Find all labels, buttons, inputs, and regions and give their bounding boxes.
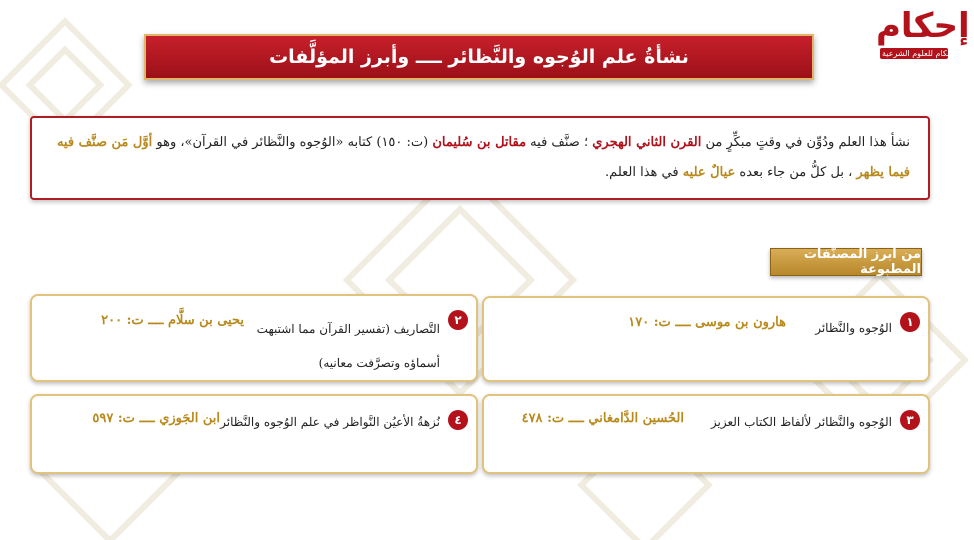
book-number-badge: ٣	[900, 410, 920, 430]
death-year: ت: ٥٩٧	[92, 411, 135, 426]
book-author	[522, 411, 684, 426]
book-number-badge: ١	[900, 312, 920, 332]
book-title: الوُجوه والنَّظائر	[815, 321, 892, 335]
book-card-1	[482, 296, 930, 382]
book-title: نُزهةُ الأعيُن النَّواظر في علم الوُجوه والنَّظائر	[220, 415, 440, 429]
book-number-badge: ٤	[448, 410, 468, 430]
intro-first: أوَّل مَن صنَّف فيه فيما يظهر	[56, 135, 910, 180]
book-title: الوُجوه والنَّظائر لألفاظ الكتاب العزيز	[710, 415, 892, 429]
book-author	[92, 411, 220, 426]
intro-text-1: نشأ هذا العلم ودُوِّن في وقتٍ مبكِّرٍ من	[701, 135, 910, 150]
dash: ــــ	[568, 411, 584, 426]
author-name: يحيى بن سلَّام	[167, 313, 244, 328]
book-card-2	[30, 294, 478, 382]
book-card-4	[30, 394, 478, 474]
dash: ــــ	[675, 315, 691, 330]
dash: ــــ	[139, 411, 155, 426]
intro-text-3: (ت: ١٥٠) كتابه «الوُجوه والنَّظائر في القرآن»، وهو	[152, 135, 433, 150]
author-name: هارون بن موسى	[695, 315, 786, 330]
intro-century: القرن الثاني الهجري	[592, 135, 702, 150]
death-year: ت: ١٧٠	[628, 315, 671, 330]
book-author	[101, 313, 244, 328]
section-label	[770, 248, 922, 276]
dash: ــــ	[148, 313, 164, 328]
intro-text-2: ؛ صنَّف فيه	[526, 135, 593, 150]
intro-text-5: في هذا العلم.	[605, 165, 683, 180]
book-title: التَّصاريف (تفسير القرآن مما اشتبهت أسماؤه وتصرَّفت معانيه)	[256, 322, 440, 370]
page-title: نشأةُ علم الوُجوه والنَّظائر ــــ وأبرز المؤلَّفات	[269, 46, 689, 68]
intro-text-4: ، بل كلُّ من جاء بعده	[735, 165, 857, 180]
author-name: الحُسين الدَّامغاني	[588, 411, 684, 426]
author-name: ابن الجَوزي	[159, 411, 220, 426]
death-year: ت: ٤٧٨	[521, 411, 565, 426]
death-year: ت: ٢٠٠	[101, 313, 144, 328]
intro-dependent: عيالٌ عليه	[682, 165, 736, 180]
book-card-3	[482, 394, 930, 474]
book-number-badge: ٢	[448, 310, 468, 330]
logo	[876, 4, 974, 59]
book-author	[628, 315, 786, 330]
section-label-text: من أبرز المصنَّفات المطبوعة	[803, 247, 921, 277]
logo-mark: إحكام	[876, 6, 970, 46]
intro-author: مقاتل بن سُليمان	[432, 135, 527, 150]
title-banner	[144, 34, 814, 80]
logo-subtitle: مركز إحكام للعلوم الشرعية	[882, 49, 974, 58]
intro-box	[30, 116, 930, 200]
